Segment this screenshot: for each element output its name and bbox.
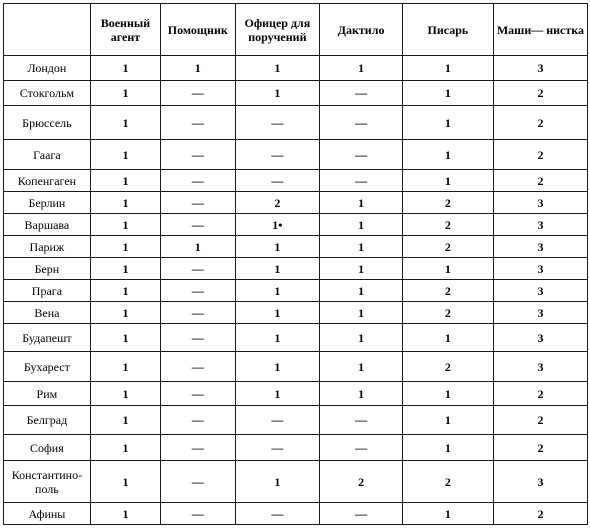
value-cell: — xyxy=(320,503,403,525)
value-cell: — xyxy=(161,81,235,106)
city-cell: Рим xyxy=(4,382,91,406)
table-row xyxy=(4,406,588,435)
city-cell: Афины xyxy=(4,503,91,525)
header-corner xyxy=(4,4,91,56)
city-cell: Будапешт xyxy=(4,324,91,352)
value-cell: 1 xyxy=(235,56,320,81)
table-row xyxy=(4,258,588,280)
value-cell: — xyxy=(320,170,403,192)
city-cell: Константино- поль xyxy=(4,461,91,503)
value-cell: 1 xyxy=(402,382,493,406)
city-cell: Берлин xyxy=(4,192,91,214)
value-cell: — xyxy=(161,170,235,192)
value-cell: 3 xyxy=(493,258,587,280)
value-cell: — xyxy=(161,352,235,382)
value-cell: — xyxy=(320,140,403,170)
value-cell: 1• xyxy=(235,214,320,236)
value-cell: 2 xyxy=(493,382,587,406)
value-cell: 2 xyxy=(493,106,587,140)
value-cell: 1 xyxy=(90,302,160,324)
value-cell: — xyxy=(235,106,320,140)
value-cell: 3 xyxy=(493,324,587,352)
value-cell: 1 xyxy=(235,461,320,503)
value-cell: 2 xyxy=(493,170,587,192)
table-row xyxy=(4,324,588,352)
value-cell: 1 xyxy=(90,382,160,406)
value-cell: 1 xyxy=(402,435,493,461)
city-cell: Вена xyxy=(4,302,91,324)
value-cell: — xyxy=(161,302,235,324)
city-cell: Белград xyxy=(4,406,91,435)
table-row xyxy=(4,56,588,81)
value-cell: 1 xyxy=(161,56,235,81)
value-cell: 1 xyxy=(90,106,160,140)
value-cell: 2 xyxy=(493,140,587,170)
value-cell: 1 xyxy=(320,280,403,302)
city-cell: Париж xyxy=(4,236,91,258)
city-cell: Гаага xyxy=(4,140,91,170)
value-cell: 1 xyxy=(235,382,320,406)
value-cell: 2 xyxy=(493,406,587,435)
header-typist: Маши— нистка xyxy=(493,4,587,56)
table-row xyxy=(4,170,588,192)
value-cell: — xyxy=(161,258,235,280)
value-cell: 2 xyxy=(493,435,587,461)
value-cell: 3 xyxy=(493,302,587,324)
header-military-agent: Военный агент xyxy=(90,4,160,56)
value-cell: — xyxy=(235,503,320,525)
value-cell: 1 xyxy=(90,214,160,236)
value-cell: — xyxy=(161,324,235,352)
city-cell: Копенгаген xyxy=(4,170,91,192)
value-cell: 1 xyxy=(320,302,403,324)
table-row xyxy=(4,461,588,503)
value-cell: 1 xyxy=(235,302,320,324)
value-cell: 1 xyxy=(90,435,160,461)
table-row xyxy=(4,106,588,140)
value-cell: 1 xyxy=(320,258,403,280)
value-cell: 1 xyxy=(90,280,160,302)
value-cell: — xyxy=(235,406,320,435)
value-cell: 3 xyxy=(493,280,587,302)
value-cell: 1 xyxy=(90,503,160,525)
value-cell: — xyxy=(161,106,235,140)
city-cell: Прага xyxy=(4,280,91,302)
table-row xyxy=(4,280,588,302)
table-row xyxy=(4,302,588,324)
table-row xyxy=(4,503,588,525)
value-cell: 1 xyxy=(402,140,493,170)
table-row xyxy=(4,382,588,406)
value-cell: 1 xyxy=(235,324,320,352)
table-row xyxy=(4,352,588,382)
value-cell: 1 xyxy=(161,236,235,258)
value-cell: — xyxy=(161,192,235,214)
value-cell: 1 xyxy=(402,258,493,280)
value-cell: 1 xyxy=(90,258,160,280)
city-cell: Варшава xyxy=(4,214,91,236)
table-row xyxy=(4,140,588,170)
value-cell: — xyxy=(320,106,403,140)
value-cell: 2 xyxy=(402,461,493,503)
value-cell: 2 xyxy=(493,503,587,525)
value-cell: 1 xyxy=(235,280,320,302)
header-clerk: Писарь xyxy=(402,4,493,56)
value-cell: — xyxy=(161,140,235,170)
value-cell: 3 xyxy=(493,461,587,503)
value-cell: — xyxy=(161,461,235,503)
table-row xyxy=(4,214,588,236)
value-cell: 1 xyxy=(320,56,403,81)
value-cell: 2 xyxy=(402,236,493,258)
value-cell: — xyxy=(161,382,235,406)
value-cell: — xyxy=(161,214,235,236)
value-cell: 1 xyxy=(90,192,160,214)
header-typist-dactylo: Дактило xyxy=(320,4,403,56)
value-cell: 1 xyxy=(320,236,403,258)
city-cell: Брюссель xyxy=(4,106,91,140)
value-cell: 1 xyxy=(90,56,160,81)
value-cell: 2 xyxy=(235,192,320,214)
table-row xyxy=(4,236,588,258)
staff-table xyxy=(3,3,588,525)
value-cell: 1 xyxy=(320,382,403,406)
value-cell: 2 xyxy=(402,352,493,382)
city-cell: Лондон xyxy=(4,56,91,81)
value-cell: — xyxy=(161,280,235,302)
value-cell: 2 xyxy=(402,214,493,236)
value-cell: 1 xyxy=(320,214,403,236)
value-cell: — xyxy=(161,435,235,461)
value-cell: 1 xyxy=(402,170,493,192)
value-cell: — xyxy=(161,503,235,525)
table-body xyxy=(4,56,588,525)
city-cell: Стокгольм xyxy=(4,81,91,106)
value-cell: — xyxy=(235,170,320,192)
value-cell: — xyxy=(161,406,235,435)
city-cell: София xyxy=(4,435,91,461)
value-cell: 1 xyxy=(235,81,320,106)
value-cell: — xyxy=(320,406,403,435)
value-cell: — xyxy=(235,140,320,170)
value-cell: 1 xyxy=(320,352,403,382)
table-row xyxy=(4,192,588,214)
value-cell: 2 xyxy=(320,461,403,503)
header-assistant: Помощник xyxy=(161,4,235,56)
value-cell: 1 xyxy=(90,81,160,106)
value-cell: 1 xyxy=(402,56,493,81)
value-cell: 1 xyxy=(90,140,160,170)
value-cell: 1 xyxy=(235,236,320,258)
value-cell: 1 xyxy=(320,192,403,214)
value-cell: 3 xyxy=(493,352,587,382)
value-cell: 3 xyxy=(493,236,587,258)
city-cell: Берн xyxy=(4,258,91,280)
value-cell: 1 xyxy=(235,352,320,382)
header-row xyxy=(4,4,588,56)
value-cell: — xyxy=(320,81,403,106)
value-cell: 1 xyxy=(90,170,160,192)
value-cell: 1 xyxy=(90,352,160,382)
value-cell: 1 xyxy=(90,461,160,503)
value-cell: 1 xyxy=(90,406,160,435)
value-cell: 2 xyxy=(493,81,587,106)
value-cell: — xyxy=(235,435,320,461)
value-cell: 1 xyxy=(402,406,493,435)
header-officer-for-assignments: Офицер для поручений xyxy=(235,4,320,56)
value-cell: 1 xyxy=(402,324,493,352)
value-cell: 2 xyxy=(402,280,493,302)
value-cell: 1 xyxy=(402,106,493,140)
value-cell: 1 xyxy=(90,324,160,352)
value-cell: 1 xyxy=(402,81,493,106)
value-cell: 2 xyxy=(402,192,493,214)
table-row xyxy=(4,81,588,106)
table-row xyxy=(4,435,588,461)
value-cell: 3 xyxy=(493,192,587,214)
value-cell: — xyxy=(320,435,403,461)
value-cell: 3 xyxy=(493,56,587,81)
value-cell: 1 xyxy=(320,324,403,352)
value-cell: 1 xyxy=(402,503,493,525)
value-cell: 1 xyxy=(90,236,160,258)
value-cell: 1 xyxy=(235,258,320,280)
value-cell: 2 xyxy=(402,302,493,324)
city-cell: Бухарест xyxy=(4,352,91,382)
value-cell: 3 xyxy=(493,214,587,236)
